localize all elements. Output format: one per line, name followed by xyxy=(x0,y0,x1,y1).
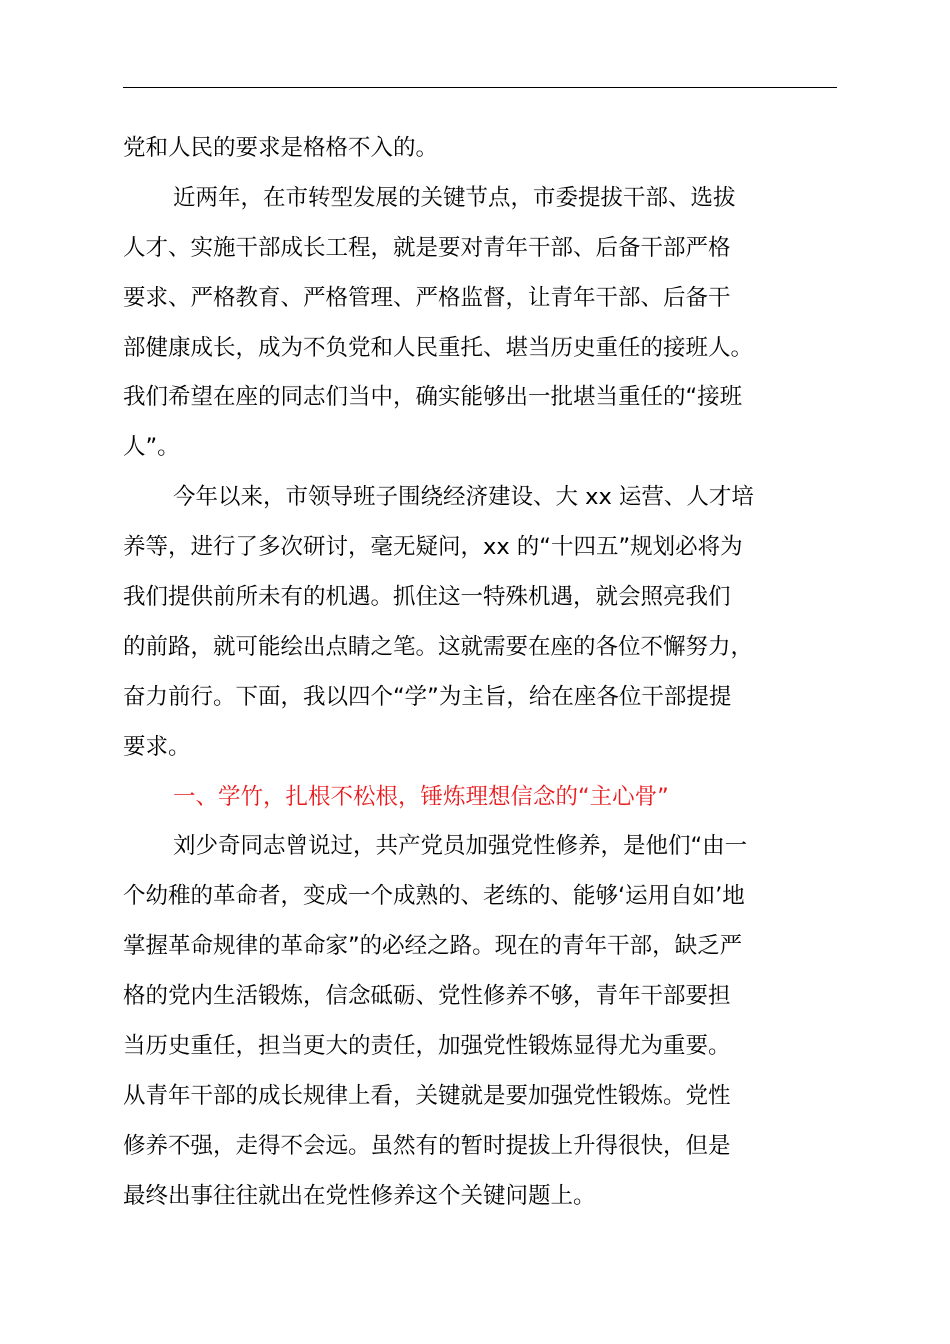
text-line: 党和人民的要求是格格不入的。 xyxy=(123,135,439,161)
text-line: 要求。 xyxy=(123,733,191,760)
text-line: 当历史重任，担当更大的责任，加强党性锻炼显得尤为重要。 xyxy=(123,1033,731,1060)
section-heading: 一、学竹，扎根不松根，锤炼理想信念的“主心骨” xyxy=(173,783,669,810)
text-line: 奋力前行。下面，我以四个“学”为主旨，给在座各位干部提提 xyxy=(123,683,732,710)
text-line: 最终出事往往就出在党性修养这个关键问题上。 xyxy=(123,1182,596,1209)
text-line: 掌握革命规律的革命家”的必经之路。现在的青年干部，缺乏严 xyxy=(123,933,743,960)
text-line: 部健康成长，成为不负党和人民重托、堪当历史重任的接班人。 xyxy=(123,334,754,361)
text-line: 的前路，就可能绘出点睛之笔。这就需要在座的各位不懈努力， xyxy=(123,633,754,660)
paragraph-start: 近两年，在市转型发展的关键节点，市委提拔干部、选拔 xyxy=(173,184,736,211)
paragraph-start: 刘少奇同志曾说过，共产党员加强党性修养，是他们“由一 xyxy=(173,833,748,860)
text-line: 我们提供前所未有的机遇。抓住这一特殊机遇，就会照亮我们 xyxy=(123,584,731,611)
text-line: 从青年干部的成长规律上看，关键就是要加强党性锻炼。党性 xyxy=(123,1082,731,1109)
text-line: 养等，进行了多次研讨，毫无疑问，xx 的“十四五”规划必将为 xyxy=(123,534,743,561)
body-text xyxy=(123,124,853,1222)
text-line: 人才、实施干部成长工程，就是要对青年干部、后备干部严格 xyxy=(123,234,731,261)
text-line: 我们希望在座的同志们当中，确实能够出一批堪当重任的“接班 xyxy=(123,384,743,411)
header-rule xyxy=(123,87,837,88)
text-line: 要求、严格教育、严格管理、严格监督，让青年干部、后备干 xyxy=(123,284,731,311)
paragraph-start: 今年以来，市领导班子围绕经济建设、大 xx 运营、人才培 xyxy=(173,484,754,511)
text-line: 个幼稚的革命者，变成一个成熟的、老练的、能够‘运用自如’地 xyxy=(123,883,745,910)
text-line: 格的党内生活锻炼，信念砥砺、党性修养不够，青年干部要担 xyxy=(123,983,731,1010)
text-line: 人”。 xyxy=(123,434,180,461)
text-line: 修养不强，走得不会远。虽然有的暂时提拔上升得很快，但是 xyxy=(123,1132,731,1159)
